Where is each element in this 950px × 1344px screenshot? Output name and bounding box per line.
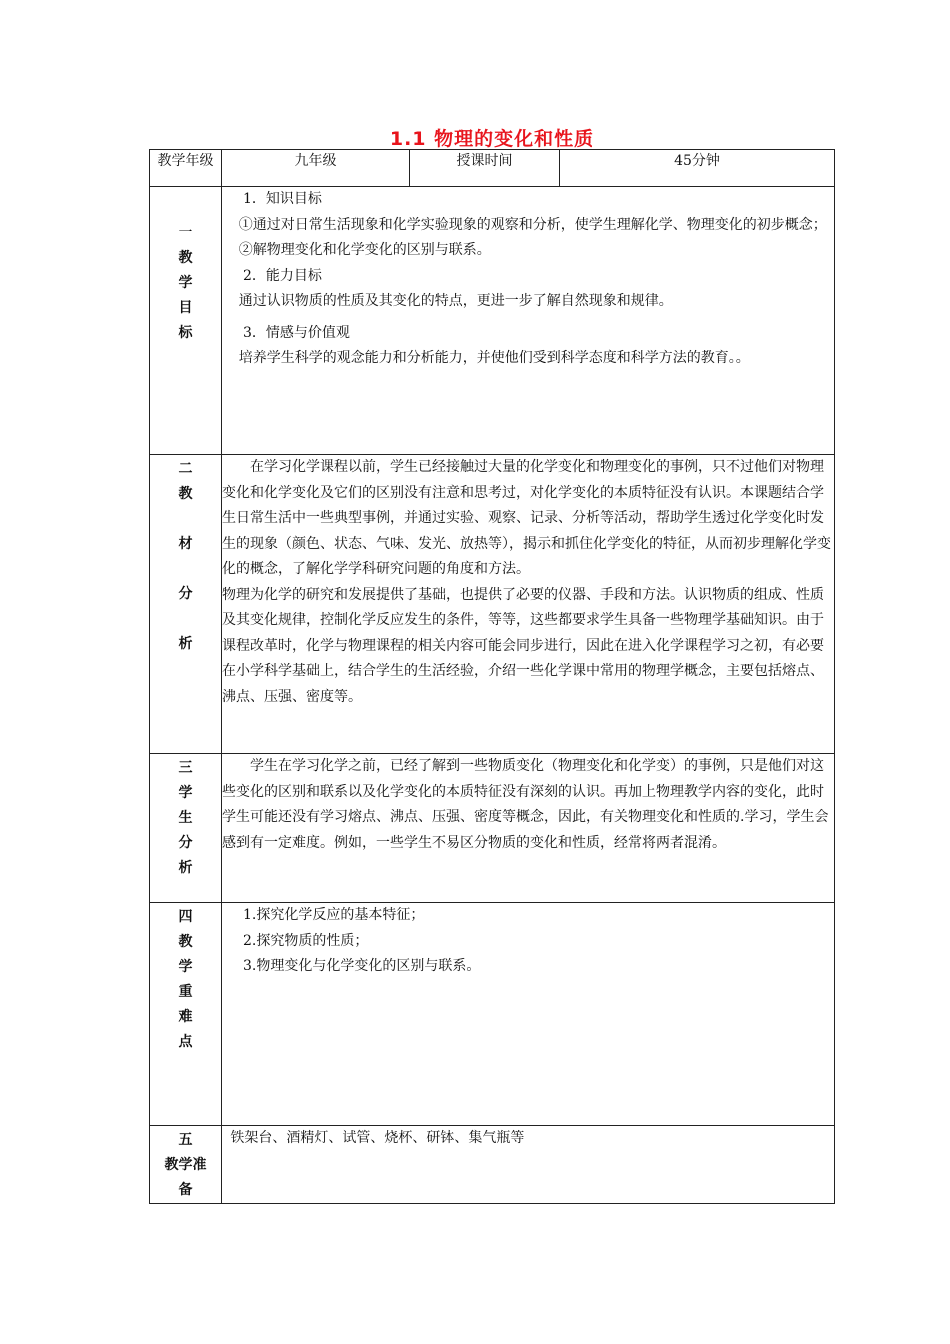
prep-label-line: 教学准 bbox=[164, 1157, 207, 1173]
keypoints-label-char: 四 bbox=[178, 909, 193, 925]
keypoints-label-char: 难 bbox=[178, 1009, 193, 1025]
material-row bbox=[150, 455, 835, 754]
students-content bbox=[222, 754, 835, 903]
keypoints-row bbox=[150, 903, 835, 1126]
time-value: 45分钟 bbox=[560, 150, 835, 187]
lesson-plan-table bbox=[149, 149, 835, 1204]
time-label: 授课时间 bbox=[410, 150, 560, 187]
prep-label-char: 备 bbox=[178, 1182, 193, 1198]
knowledge-item-1: ①通过对日常生活现象和化学实验现象的观察和分析，使学生理解化学、物理变化的初步概念； bbox=[238, 216, 827, 233]
students-label-char: 析 bbox=[178, 860, 193, 876]
material-label-char: 二 bbox=[178, 461, 193, 477]
keypoint-item: 1.探究化学反应的基本特征； bbox=[243, 907, 425, 923]
ability-title: 2．能力目标 bbox=[243, 267, 322, 284]
students-label bbox=[150, 754, 222, 903]
material-paragraph-1: 在学习化学课程以前，学生已经接触过大量的化学变化和物理变化的事例，只不过他们对物理变化和化学变化及它们的区别没有注意和思考过，对化学变化的本质特征没有认识。本课题结合学生日常生活中一些典型事例，并通过实验、观察、记录、分析等活动，帮助学生透过化学变化时发生的现象（颜色、状态、气味、发光、放热等），揭示和抓住化学变化的特征，从而初步理解化学变化的概念，了解化学学科研究问题的角度和方法。 bbox=[222, 459, 831, 577]
goals-content bbox=[222, 187, 835, 455]
keypoint-item: 3.物理变化与化学变化的区别与联系。 bbox=[243, 958, 481, 974]
prep-content bbox=[222, 1126, 835, 1204]
keypoints-label-char: 点 bbox=[178, 1034, 193, 1050]
material-label-char: 分 bbox=[178, 586, 193, 602]
keypoints-label-char: 学 bbox=[178, 959, 193, 975]
prep-label-char: 五 bbox=[178, 1132, 193, 1148]
keypoints-label bbox=[150, 903, 222, 1126]
keypoint-item: 2.探究物质的性质； bbox=[243, 932, 369, 949]
material-label bbox=[150, 455, 222, 754]
grade-value: 九年级 bbox=[222, 150, 410, 187]
goals-label-char: 教 bbox=[178, 250, 193, 266]
material-label-char: 材 bbox=[178, 536, 193, 552]
knowledge-item-2: ②解物理变化和化学变化的区别与联系。 bbox=[238, 242, 491, 258]
material-label-char: 析 bbox=[178, 636, 193, 652]
material-paragraph-2: 物理为化学的研究和发展提供了基础，也提供了必要的仪器、手段和方法。认识物质的组成、性质及其变化规律，控制化学反应发生的条件，等等，这些都要求学生具备一些物理学基础知识。由于课程改革时，化学与物理课程的相关内容可能会同步进行，因此在进入化学课程学习之初，有必要在小学科学基础上，结合学生的生活经验，介绍一些化学课中常用的物理学概念，主要包括熔点、沸点、压强、密度等。 bbox=[222, 586, 824, 705]
material-label-char: 教 bbox=[178, 486, 193, 502]
students-label-char: 三 bbox=[178, 760, 193, 776]
knowledge-title: 1．知识目标 bbox=[243, 191, 322, 207]
material-content bbox=[222, 455, 835, 754]
page-title: 1.1 物理的变化和性质 bbox=[389, 128, 595, 150]
header-row bbox=[150, 150, 835, 187]
prep-row bbox=[150, 1126, 835, 1204]
goals-row bbox=[150, 187, 835, 455]
keypoints-label-char: 教 bbox=[178, 934, 193, 950]
ability-text: 通过认识物质的性质及其变化的特点，更进一步了解自然现象和规律。 bbox=[238, 293, 673, 309]
goals-label-char: 一 bbox=[178, 225, 193, 241]
students-paragraph: 学生在学习化学之前，已经了解到一些物质变化（物理变化和化学变）的事例，只是他们对这些变化的区别和联系以及化学变化的本质特征没有深刻的认识。再加上物理教学内容的变化，此时学生可能还没有学习熔点、沸点、压强、密度等概念，因此，有关物理变化和性质的.学习，学生会感到有一定难度。例如，一些学生不易区分物质的变化和性质，经常将两者混淆。 bbox=[222, 758, 829, 851]
grade-label: 教学年级 bbox=[150, 150, 222, 187]
emotion-text: 培养学生科学的观念能力和分析能力，并使他们受到科学态度和科学方法的教育。。 bbox=[238, 350, 750, 366]
students-row bbox=[150, 754, 835, 903]
emotion-title: 3．情感与价值观 bbox=[243, 324, 350, 341]
students-label-char: 学 bbox=[178, 785, 193, 801]
prep-text: 铁架台、酒精灯、试管、烧杯、研钵、集气瓶等 bbox=[230, 1130, 525, 1146]
keypoints-content bbox=[222, 903, 835, 1126]
keypoints-label-char: 重 bbox=[178, 984, 193, 1000]
students-label-char: 分 bbox=[178, 835, 193, 851]
goals-label-char: 学 bbox=[178, 275, 193, 291]
students-label-char: 生 bbox=[178, 810, 193, 826]
goals-label-char: 目 bbox=[178, 300, 193, 316]
goals-label-char: 标 bbox=[178, 325, 193, 341]
goals-label bbox=[150, 187, 222, 455]
prep-label bbox=[150, 1126, 222, 1204]
